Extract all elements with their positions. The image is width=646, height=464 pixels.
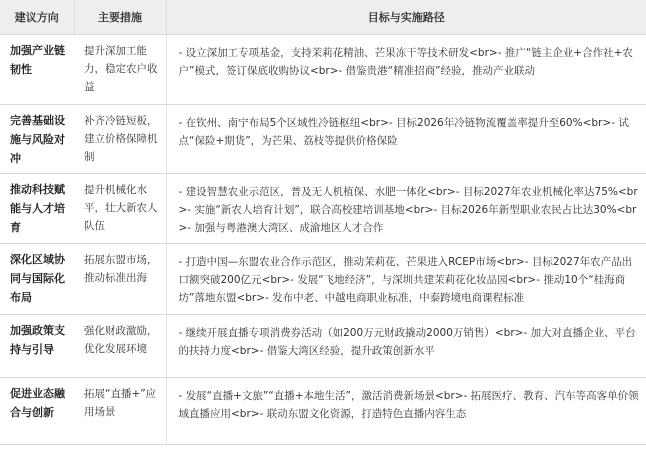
header-measures: 主要措施	[74, 0, 166, 34]
row-measures: 补齐冷链短板，建立价格保障机制	[74, 104, 166, 173]
row-direction: 加强产业链韧性	[0, 34, 74, 104]
table-row	[0, 34, 646, 104]
row-direction: 加强政策支持与引导	[0, 314, 74, 377]
row-goals: - 打造中国—东盟农业合作示范区，推动茉莉花、芒果进入RCEP市场<br>- 目标2027年农产品出口额突破200亿元<br>- 发展“飞地经济”，与深圳共建茉莉花化妆品园<br>- 推动10个“桂海商坊”落地东盟<br>- 发布中老、中越电商职业标准，中泰跨境电商课程标准	[166, 243, 646, 314]
row-goals: - 设立深加工专项基金，支持茉莉花精油、芒果冻干等技术研发<br>- 推广“链主企业+合作社+农户”模式，签订保底收购协议<br>- 借鉴贵港“精准招商”经验，推动产业联动	[166, 34, 646, 104]
table-row	[0, 104, 646, 173]
row-measures: 拓展东盟市场，推动标准出海	[74, 243, 166, 314]
row-goals: - 建设智慧农业示范区，普及无人机植保、水肥一体化<br>- 目标2027年农业机械化率达75%<br>- 实施“新农人培育计划”，联合高校建培训基地<br>- 目标2026年新型职业农民占比达30%<br>- 加强与粤港澳大湾区、成渝地区人才合作	[166, 173, 646, 243]
table-row	[0, 377, 646, 444]
row-goals: - 继续开展直播专项消费券活动（如200万元财政撬动2000万销售）<br>- 加大对直播企业、平台的扶持力度<br>- 借鉴大湾区经验，提升政策创新水平	[166, 314, 646, 377]
header-goals: 目标与实施路径	[166, 0, 646, 34]
row-goals: - 发展“直播+文旅”“直播+本地生活”，激活消费新场景<br>- 拓展医疗、教育、汽车等高客单价领域直播应用<br>- 联动东盟文化资源，打造特色直播内容生态	[166, 377, 646, 444]
table-header-row	[0, 0, 646, 34]
row-direction: 推动科技赋能与人才培育	[0, 173, 74, 243]
row-goals: - 在钦州、南宁布局5个区域性冷链枢纽<br>- 目标2026年冷链物流覆盖率提升至60%<br>- 试点“保险+期货”，为芒果、荔枝等提供价格保险	[166, 104, 646, 173]
row-direction: 深化区域协同与国际化布局	[0, 243, 74, 314]
row-direction: 完善基础设施与风险对冲	[0, 104, 74, 173]
row-measures: 强化财政激励，优化发展环境	[74, 314, 166, 377]
table-row	[0, 314, 646, 377]
table-row	[0, 173, 646, 243]
table-row	[0, 243, 646, 314]
header-direction: 建议方向	[0, 0, 74, 34]
row-direction: 促进业态融合与创新	[0, 377, 74, 444]
row-measures: 拓展“直播+”应用场景	[74, 377, 166, 444]
row-measures: 提升机械化水平，壮大新农人队伍	[74, 173, 166, 243]
row-measures: 提升深加工能力，稳定农户收益	[74, 34, 166, 104]
